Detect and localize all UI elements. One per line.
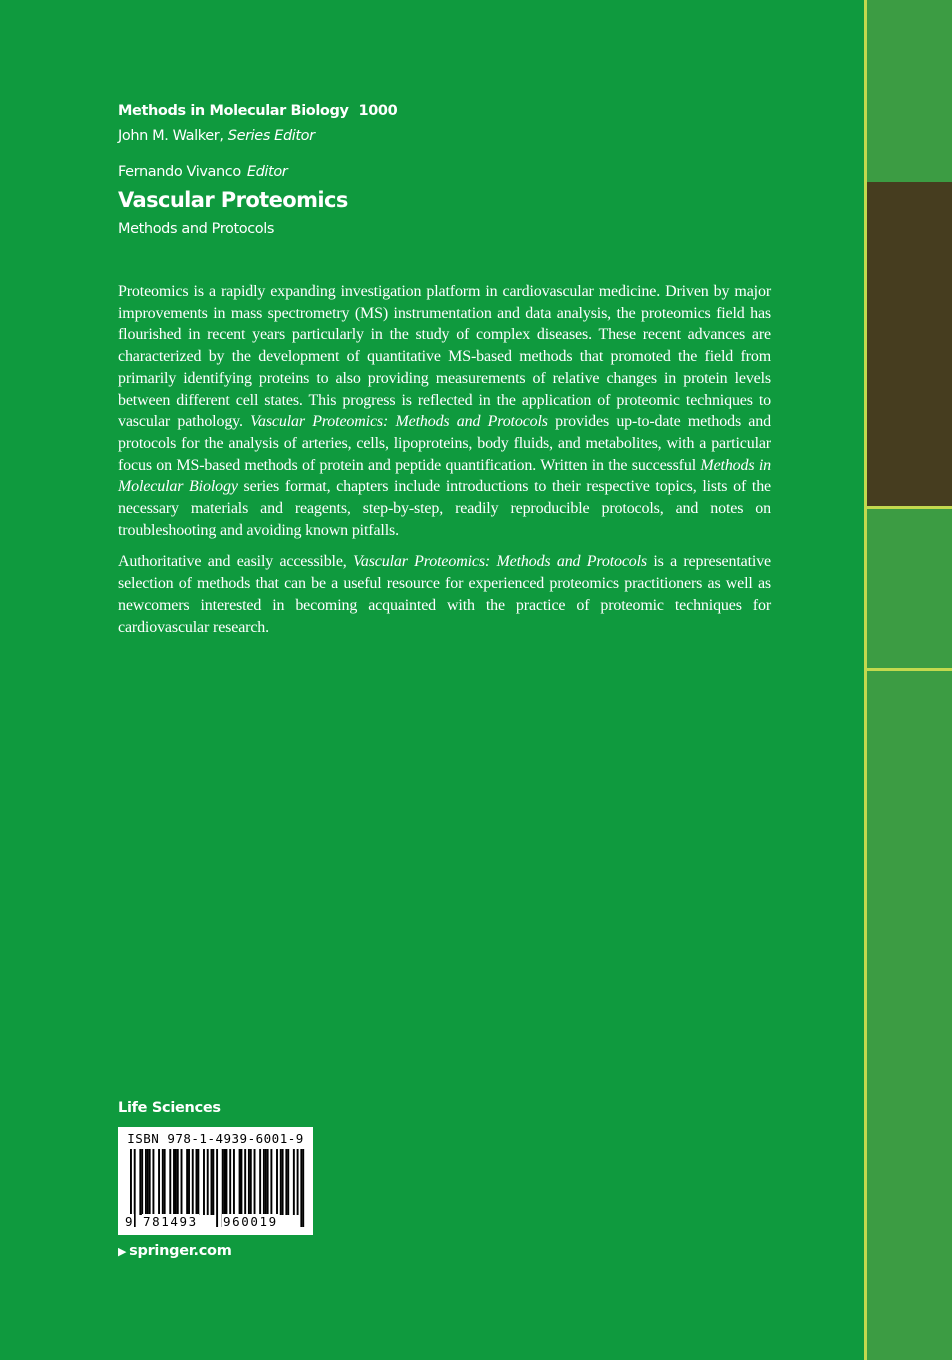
barcode-bar — [152, 1149, 154, 1215]
barcode-bar — [270, 1149, 272, 1215]
barcode-bar — [240, 1149, 242, 1215]
barcode-bar — [285, 1149, 287, 1215]
triangle-right-icon: ▶ — [118, 1245, 127, 1258]
barcode-bar — [177, 1149, 179, 1215]
book-subtitle: Methods and Protocols — [118, 221, 275, 237]
series-editor-role: Series Editor — [227, 128, 315, 144]
book-title: Vascular Proteomics — [118, 188, 348, 212]
barcode-bar — [239, 1149, 241, 1215]
spine-rule-lower — [867, 668, 952, 671]
isbn-text: ISBN 978-1-4939-6001-9 — [127, 1131, 304, 1146]
barcode-bar — [164, 1149, 166, 1215]
barcode-bar — [192, 1149, 194, 1215]
volume-editor — [118, 164, 287, 180]
barcode-bar — [149, 1149, 151, 1215]
barcode-bar — [259, 1149, 261, 1215]
barcode-bar — [173, 1149, 175, 1215]
publisher-link[interactable] — [118, 1243, 232, 1259]
series-editor — [118, 128, 315, 144]
barcode-bar — [141, 1149, 143, 1215]
barcode-digits-left: 781493 — [143, 1214, 198, 1229]
barcode-digits — [118, 1214, 313, 1232]
barcode-bar — [267, 1149, 269, 1215]
spine-rule-upper — [867, 506, 952, 509]
barcode-bar — [265, 1149, 267, 1215]
barcode-bar — [147, 1149, 149, 1215]
barcode-bar — [250, 1149, 252, 1215]
barcode-bar — [186, 1149, 188, 1215]
volume-editor-role: Editor — [246, 164, 288, 180]
volume-editor-name: Fernando Vivanco — [118, 164, 241, 180]
barcode-bar — [211, 1149, 213, 1215]
category-label: Life Sciences — [118, 1100, 221, 1116]
barcode-bar — [254, 1149, 256, 1215]
barcode-bar — [233, 1149, 235, 1215]
barcode-bar — [229, 1149, 231, 1215]
barcode-bar — [293, 1149, 295, 1215]
barcode-bar — [225, 1149, 227, 1215]
barcode-bar — [139, 1149, 141, 1215]
isbn-barcode — [118, 1127, 313, 1235]
barcode-bar — [297, 1149, 299, 1215]
barcode-bar — [158, 1149, 160, 1215]
barcode-bar — [196, 1149, 198, 1215]
barcode-bar — [263, 1149, 265, 1215]
series-title — [118, 103, 397, 119]
barcode-bar — [169, 1149, 171, 1215]
series-number: 1000 — [358, 103, 398, 119]
barcode-bar — [280, 1149, 282, 1215]
barcode-bar — [276, 1149, 278, 1215]
barcode-bar — [244, 1149, 246, 1215]
barcode-digits-right: 960019 — [223, 1214, 278, 1229]
description-paragraph-2: Authoritative and easily accessible, Vascular Proteomics: Methods and Protocols is a representative selection of methods that can be a useful resource for experienced proteomics practitioners as well as newcomers interested in becoming acquainted with the practice of proteomic techniques for cardiovascular research. — [118, 553, 771, 636]
barcode-digit-lead: 9 — [125, 1214, 133, 1229]
barcode-bar — [162, 1149, 164, 1215]
series-editor-name: John M. Walker, — [118, 128, 224, 144]
barcode-bar — [212, 1149, 214, 1215]
barcode-bar — [287, 1149, 289, 1215]
barcode-bar — [145, 1149, 147, 1215]
barcode-bar — [175, 1149, 177, 1215]
description — [118, 281, 771, 648]
publisher-url: springer.com — [129, 1243, 232, 1259]
barcode-bar — [248, 1149, 250, 1215]
barcode-bar — [207, 1149, 209, 1215]
description-paragraph-1: Proteomics is a rapidly expanding investigation platform in cardiovascular medicine. Driven by major improvements in mass spectrometry (MS) instrumentation and data analysis, the proteomics field has flourished in recent years particularly in the study of complex diseases. These recent advances are characterized by the development of quantitative MS-based methods that promoted the field from primarily identifying proteins to also providing measurements of relative changes in protein levels between different cell states. This progress is reflected in the application of proteomic techniques to vascular pathology. Vascular Proteomics: Methods and Protocols provides up-to-date methods and protocols for the analysis of arteries, cells, lipoproteins, body fluids, and metabolites, with a particular focus on MS-based methods of protein and peptide quantification. Written in the successful Methods in Molecular Biology series format, chapters include introductions to their respective topics, lists of the necessary materials and reagents, step-by-step, readily reproducible protocols, and notes on troubleshooting and avoiding known pitfalls. — [118, 283, 772, 539]
barcode-bar — [181, 1149, 183, 1215]
spine-color-block — [867, 182, 952, 506]
barcode-bar — [188, 1149, 190, 1215]
barcode-bar — [224, 1149, 226, 1215]
series-name: Methods in Molecular Biology — [118, 103, 349, 119]
barcode-bar — [203, 1149, 205, 1215]
barcode-bar — [282, 1149, 284, 1215]
barcode-bar — [197, 1149, 199, 1215]
